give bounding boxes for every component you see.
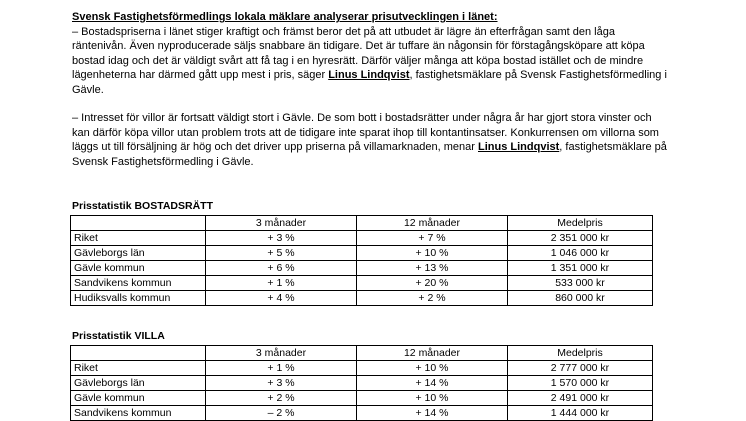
table-cell: + 14 % <box>357 376 508 391</box>
table-cell: Riket <box>71 361 206 376</box>
table-cell: 2 351 000 kr <box>508 231 653 246</box>
table-cell: + 3 % <box>206 231 357 246</box>
table-row <box>71 246 653 261</box>
table-cell: + 1 % <box>206 276 357 291</box>
table-cell: + 4 % <box>206 291 357 306</box>
header-cell <box>71 216 206 231</box>
article-heading: Svensk Fastighetsförmedlings lokala mäklare analyserar prisutvecklingen i länet: <box>72 11 498 23</box>
table-cell: + 10 % <box>357 361 508 376</box>
table-cell: – 2 % <box>206 406 357 421</box>
paragraph-2 <box>72 111 672 169</box>
table-cell: 1 046 000 kr <box>508 246 653 261</box>
table-cell: Gävle kommun <box>71 261 206 276</box>
table-row <box>71 276 653 291</box>
table-header-row <box>71 346 653 361</box>
table-cell: + 1 % <box>206 361 357 376</box>
header-cell: 12 månader <box>357 346 508 361</box>
paragraph-2-text-b: , fastighetsmäklare på Svensk Fastighetsförmedling i Gävle. <box>72 141 667 168</box>
table-cell: 1 351 000 kr <box>508 261 653 276</box>
article-body <box>72 10 672 169</box>
header-cell <box>71 346 206 361</box>
paragraph-1-text-a: – Bostadspriserna i länet stiger kraftigt och främst beror det på att utbudet är lägre än efterfrågan samt den låga räntenivån. Även nyproducerade säljs snabbare än tidigare. Det är tuffare än någonsin för förstagångsköpare att köpa bostad idag och det är väldigt svårt att få tag i en hyresrätt. Därför väljer många att köpa bostad istället och de mindre lägenheterna har därmed gått upp mest i pris, säger <box>72 25 645 81</box>
table-cell: 2 491 000 kr <box>508 391 653 406</box>
table-cell: Hudiksvalls kommun <box>71 291 206 306</box>
table-cell: 1 570 000 kr <box>508 376 653 391</box>
header-cell: 12 månader <box>357 216 508 231</box>
table-cell: + 2 % <box>357 291 508 306</box>
table-title-bostadsratt: Prisstatistik BOSTADSRÄTT <box>72 200 213 212</box>
table-row <box>71 361 653 376</box>
table-cell: + 10 % <box>357 246 508 261</box>
table-cell: + 7 % <box>357 231 508 246</box>
table-cell: + 6 % <box>206 261 357 276</box>
table-cell: Riket <box>71 231 206 246</box>
table-cell: + 2 % <box>206 391 357 406</box>
header-cell: Medelpris <box>508 346 653 361</box>
table-cell: 533 000 kr <box>508 276 653 291</box>
header-cell: 3 månader <box>206 346 357 361</box>
table-cell: + 10 % <box>357 391 508 406</box>
table-header-row <box>71 216 653 231</box>
table-row <box>71 391 653 406</box>
paragraph-1-text-b: , fastighetsmäklare på Svensk Fastighetsförmedling i Gävle. <box>72 69 667 96</box>
table-cell: Gävle kommun <box>71 391 206 406</box>
table-cell: + 13 % <box>357 261 508 276</box>
table-cell: 1 444 000 kr <box>508 406 653 421</box>
paragraph-2-text-a: – Intresset för villor är fortsatt väldigt stort i Gävle. De som bott i bostadsrätter under några år har gjort stora vinster och kan därför köpa villor utan problem trots att de tidigare inte sparat ihop till kontantinsatser. Konkurrensen om villorna som läggs ut till försäljning är hög och det driver upp priserna på villamarknaden, menar <box>72 112 659 153</box>
table-cell: + 14 % <box>357 406 508 421</box>
table-cell: Sandvikens kommun <box>71 406 206 421</box>
table-villa <box>70 345 653 421</box>
header-cell: Medelpris <box>508 216 653 231</box>
paragraph-1 <box>72 25 672 98</box>
table-cell: 860 000 kr <box>508 291 653 306</box>
table-cell: Sandvikens kommun <box>71 276 206 291</box>
table-cell: + 3 % <box>206 376 357 391</box>
table-cell: + 20 % <box>357 276 508 291</box>
table-row <box>71 291 653 306</box>
table-row <box>71 376 653 391</box>
table-cell: + 5 % <box>206 246 357 261</box>
table-row <box>71 406 653 421</box>
person-name: Linus Lindqvist <box>478 141 560 153</box>
person-name: Linus Lindqvist <box>328 69 410 81</box>
table-bostadsratt <box>70 215 653 306</box>
table-cell: Gävleborgs län <box>71 246 206 261</box>
header-cell: 3 månader <box>206 216 357 231</box>
table-row <box>71 261 653 276</box>
table-row <box>71 231 653 246</box>
table-title-villa: Prisstatistik VILLA <box>72 330 165 342</box>
table-cell: 2 777 000 kr <box>508 361 653 376</box>
table-cell: Gävleborgs län <box>71 376 206 391</box>
